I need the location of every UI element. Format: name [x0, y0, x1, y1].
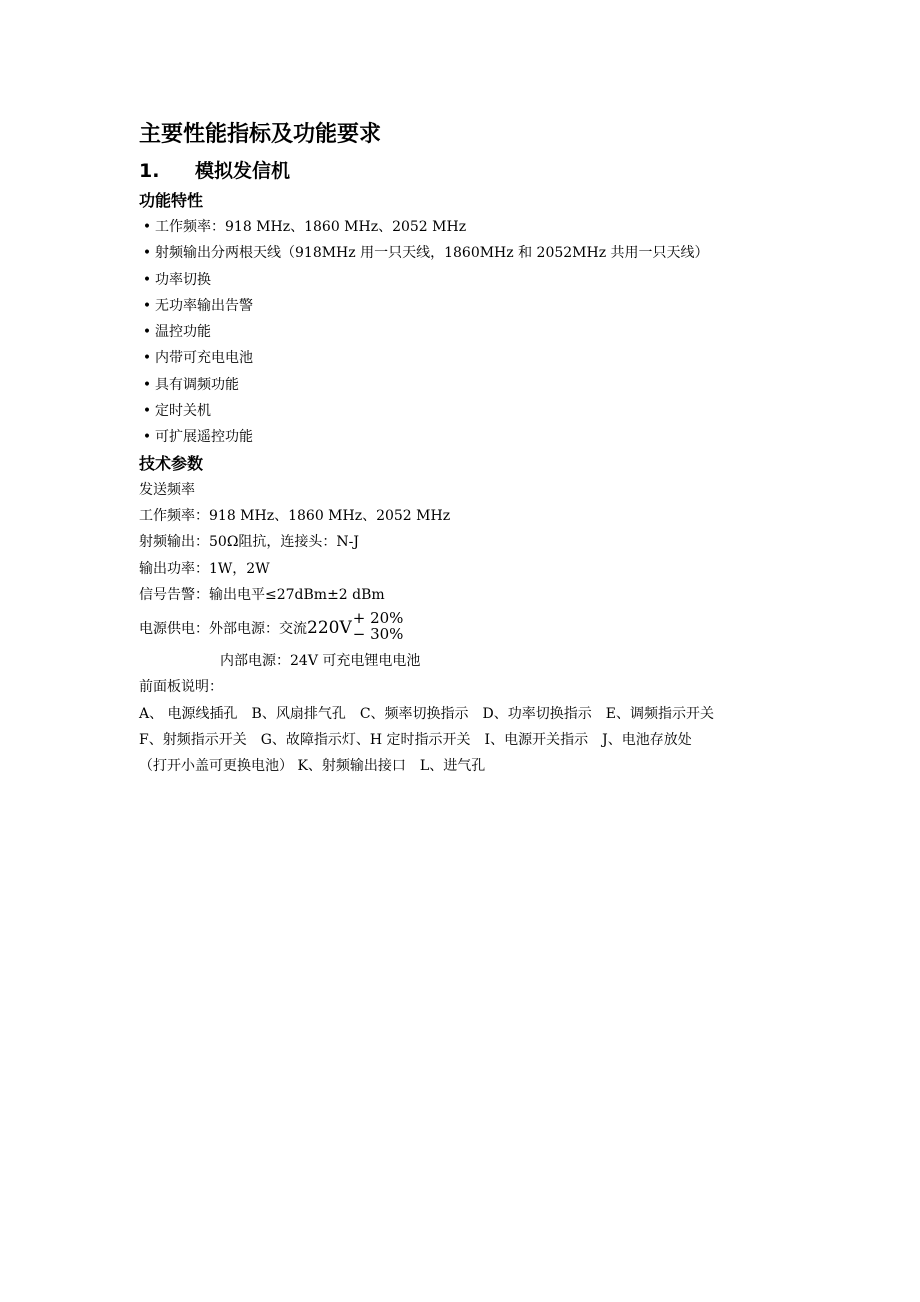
- list-item: [139, 424, 819, 450]
- bullet-icon: •: [142, 376, 152, 393]
- front-panel-line: （打开小盖可更换电池） K、射频输出接口 L、进气孔: [139, 758, 486, 775]
- bullet-icon: •: [142, 403, 152, 420]
- rf-output-spec: 射频输出：50Ω阻抗，连接头：N-J: [139, 534, 360, 551]
- list-item: [139, 240, 819, 266]
- list-item: [139, 319, 819, 345]
- feature-text: 温控功能: [155, 324, 211, 341]
- bullet-icon: •: [142, 219, 152, 235]
- list-item: [139, 293, 819, 319]
- voltage-tolerance: [353, 610, 404, 642]
- feature-text: 无功率输出告警: [155, 297, 253, 314]
- feature-text: 工作频率：918 MHz、1860 MHz、2052 MHz: [155, 219, 467, 235]
- feature-text: 功率切换: [155, 271, 211, 288]
- work-frequency-spec: 工作频率：918 MHz、1860 MHz、2052 MHz: [139, 507, 451, 524]
- bullet-icon: •: [142, 245, 152, 262]
- list-item: [139, 267, 819, 293]
- front-panel-line: A、 电源线插孔 B、风扇排气孔 C、频率切换指示 D、功率切换指示 E、调频指示开关: [139, 705, 715, 722]
- feature-text: 射频输出分两根天线（918MHz 用一只天线，1860MHz 和 2052MHz 共用一只天线）: [155, 245, 709, 262]
- bullet-icon: •: [142, 297, 152, 314]
- document-page: [139, 118, 819, 780]
- front-panel-line: F、射频指示开关 G、故障指示灯、H 定时指示开关 I、电源开关指示 J、电池存放处: [139, 732, 692, 749]
- list-item: [139, 345, 819, 371]
- bullet-icon: •: [142, 429, 152, 446]
- feature-text: 内带可充电电池: [155, 350, 253, 367]
- internal-power-spec: 内部电源：24V 可充电锂电电池: [220, 653, 421, 670]
- voltage-value: 220V: [307, 618, 352, 639]
- output-power-spec: 输出功率：1W，2W: [139, 560, 270, 577]
- list-item: [139, 398, 819, 424]
- send-frequency-label: 发送频率: [139, 481, 195, 498]
- list-item: [139, 372, 819, 398]
- list-item: [139, 214, 819, 240]
- bullet-icon: •: [142, 271, 152, 288]
- bullet-icon: •: [142, 350, 152, 367]
- power-supply-label: 电源供电：外部电源：交流: [139, 621, 307, 638]
- power-supply-spec: [139, 608, 819, 648]
- feature-text: 具有调频功能: [155, 376, 239, 393]
- features-list: [139, 214, 819, 451]
- document-title: 主要性能指标及功能要求: [139, 122, 382, 147]
- features-heading: 功能特性: [139, 191, 204, 210]
- feature-text: 可扩展遥控功能: [155, 429, 253, 446]
- bullet-icon: •: [142, 324, 152, 341]
- feature-text: 定时关机: [155, 403, 211, 420]
- signal-alarm-spec: 信号告警：输出电平≤27dBm±2 dBm: [139, 586, 385, 603]
- tolerance-plus: + 20%: [352, 609, 404, 628]
- tolerance-minus: − 30%: [352, 625, 404, 644]
- front-panel-heading: 前面板说明：: [139, 679, 223, 696]
- specs-heading: 技术参数: [139, 453, 204, 473]
- section-number: 1.: [139, 160, 160, 182]
- section-heading: [139, 156, 819, 186]
- section-title: 模拟发信机: [195, 160, 291, 182]
